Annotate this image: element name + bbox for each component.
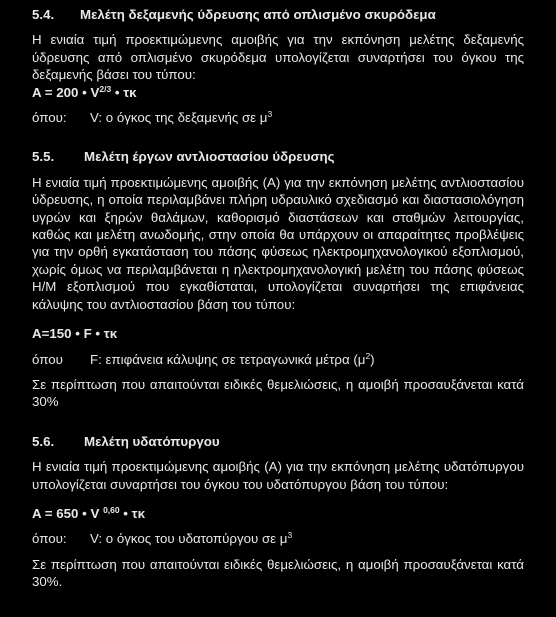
formula-exponent: 0,60 — [103, 504, 120, 515]
where-label: όπου: — [32, 531, 67, 547]
section-paragraph: Η ενιαία τιμή προεκτιμώμενης αμοιβής για την εκπόνηση μελέτης δεξαμενής ύδρευσης από οπλισμένο σκυρόδεμα υπολογίζεται συναρτήσει του όγκου της δεξαμενής βάσει του τύπου: — [32, 32, 524, 83]
formula-text: A = 200 • V — [32, 84, 100, 100]
section-number: 5.5. — [32, 149, 55, 165]
section-5-6 — [32, 433, 524, 591]
section-number: 5.4. — [32, 7, 55, 22]
variable-definition — [32, 109, 524, 126]
where-label: όπου — [32, 351, 63, 367]
where-exponent: 3 — [287, 530, 293, 541]
fee-formula — [32, 505, 524, 522]
where-text: V: ο όγκος του υδατοπύργου σε μ — [90, 531, 288, 547]
foundation-note: Σε περίπτωση που απαιτούνται ειδικές θεμελιώσεις, η αμοιβή προσαυξάνεται κατά 30%. — [32, 556, 524, 590]
where-label: όπου: — [32, 110, 67, 126]
formula-exponent: 2/3 — [99, 83, 112, 94]
where-exponent: 3 — [267, 109, 273, 120]
fee-formula: A=150 • F • τκ — [32, 326, 118, 342]
section-5-4 — [32, 6, 524, 126]
foundation-note: Σε περίπτωση που απαιτούνται ειδικές θεμελιώσεις, η αμοιβή προσαυξάνεται κατά 30% — [32, 376, 524, 410]
section-5-5 — [32, 148, 524, 410]
variable-definition — [32, 351, 524, 368]
section-heading — [32, 148, 524, 165]
section-paragraph: Η ενιαία τιμή προεκτιμώμενης αμοιβής (Α) για την εκπόνηση μελέτης αντλιοστασίου ύδρευσης, η οποία περιλαμβάνει πλήρη υδραυλικό σχεδιασμό και διαστασιολόγηση υγρών και ξηρών θαλάμων, καθορισμό διαστάσεων και σταθμών λειτουργίας, καθώς και μελέτη ανωδομής, στην οποία θα υπάρχουν οι απαραίτητες προβλέψεις για την ορθή εγκατάσταση του πάσης φύσεως ηλεκτρομηχανολογικού εξοπλισμού, χωρίς όμως να περιλαμβάνεται η ηλεκτρομηχανολογική μελέτη του πάσης φύσεως Η/Μ εξοπλισμού που εγκαθίσταται, υπολογίζεται συναρτήσει της επιφάνειας κάλυψης του αντλιοστασίου βάση του τύπου: — [32, 174, 524, 312]
section-title: Μελέτη υδατόπυργου — [84, 433, 220, 449]
fee-formula — [32, 84, 524, 101]
where-text: F: επιφάνεια κάλυψης σε τετραγωνικά μέτρα (μ — [90, 351, 366, 367]
formula-text-tail: • τκ — [119, 505, 146, 521]
section-title: Μελέτη έργων αντλιοστασίου ύδρευσης — [84, 149, 335, 165]
where-close: ) — [370, 351, 375, 367]
formula-text: A = 650 • V — [32, 505, 104, 521]
where-text: V: ο όγκος της δεξαμενής σε μ — [90, 110, 268, 126]
section-title: Μελέτη δεξαμενής ύδρευσης από οπλισμένο σκυρόδεμα — [80, 7, 436, 22]
section-heading — [32, 6, 524, 23]
variable-definition — [32, 530, 524, 547]
section-number: 5.6. — [32, 433, 55, 449]
where-exponent: 2 — [365, 350, 371, 361]
formula-text-tail: • τκ — [111, 84, 137, 100]
section-heading — [32, 433, 524, 450]
section-paragraph: Η ενιαία τιμή προεκτιμώμενης αμοιβής (Α) για την εκπόνηση μελέτης υδατόπυργου υπολογίζεται συναρτήσει του όγκου του υδατόπυργου βάση του τύπου: — [32, 459, 524, 492]
